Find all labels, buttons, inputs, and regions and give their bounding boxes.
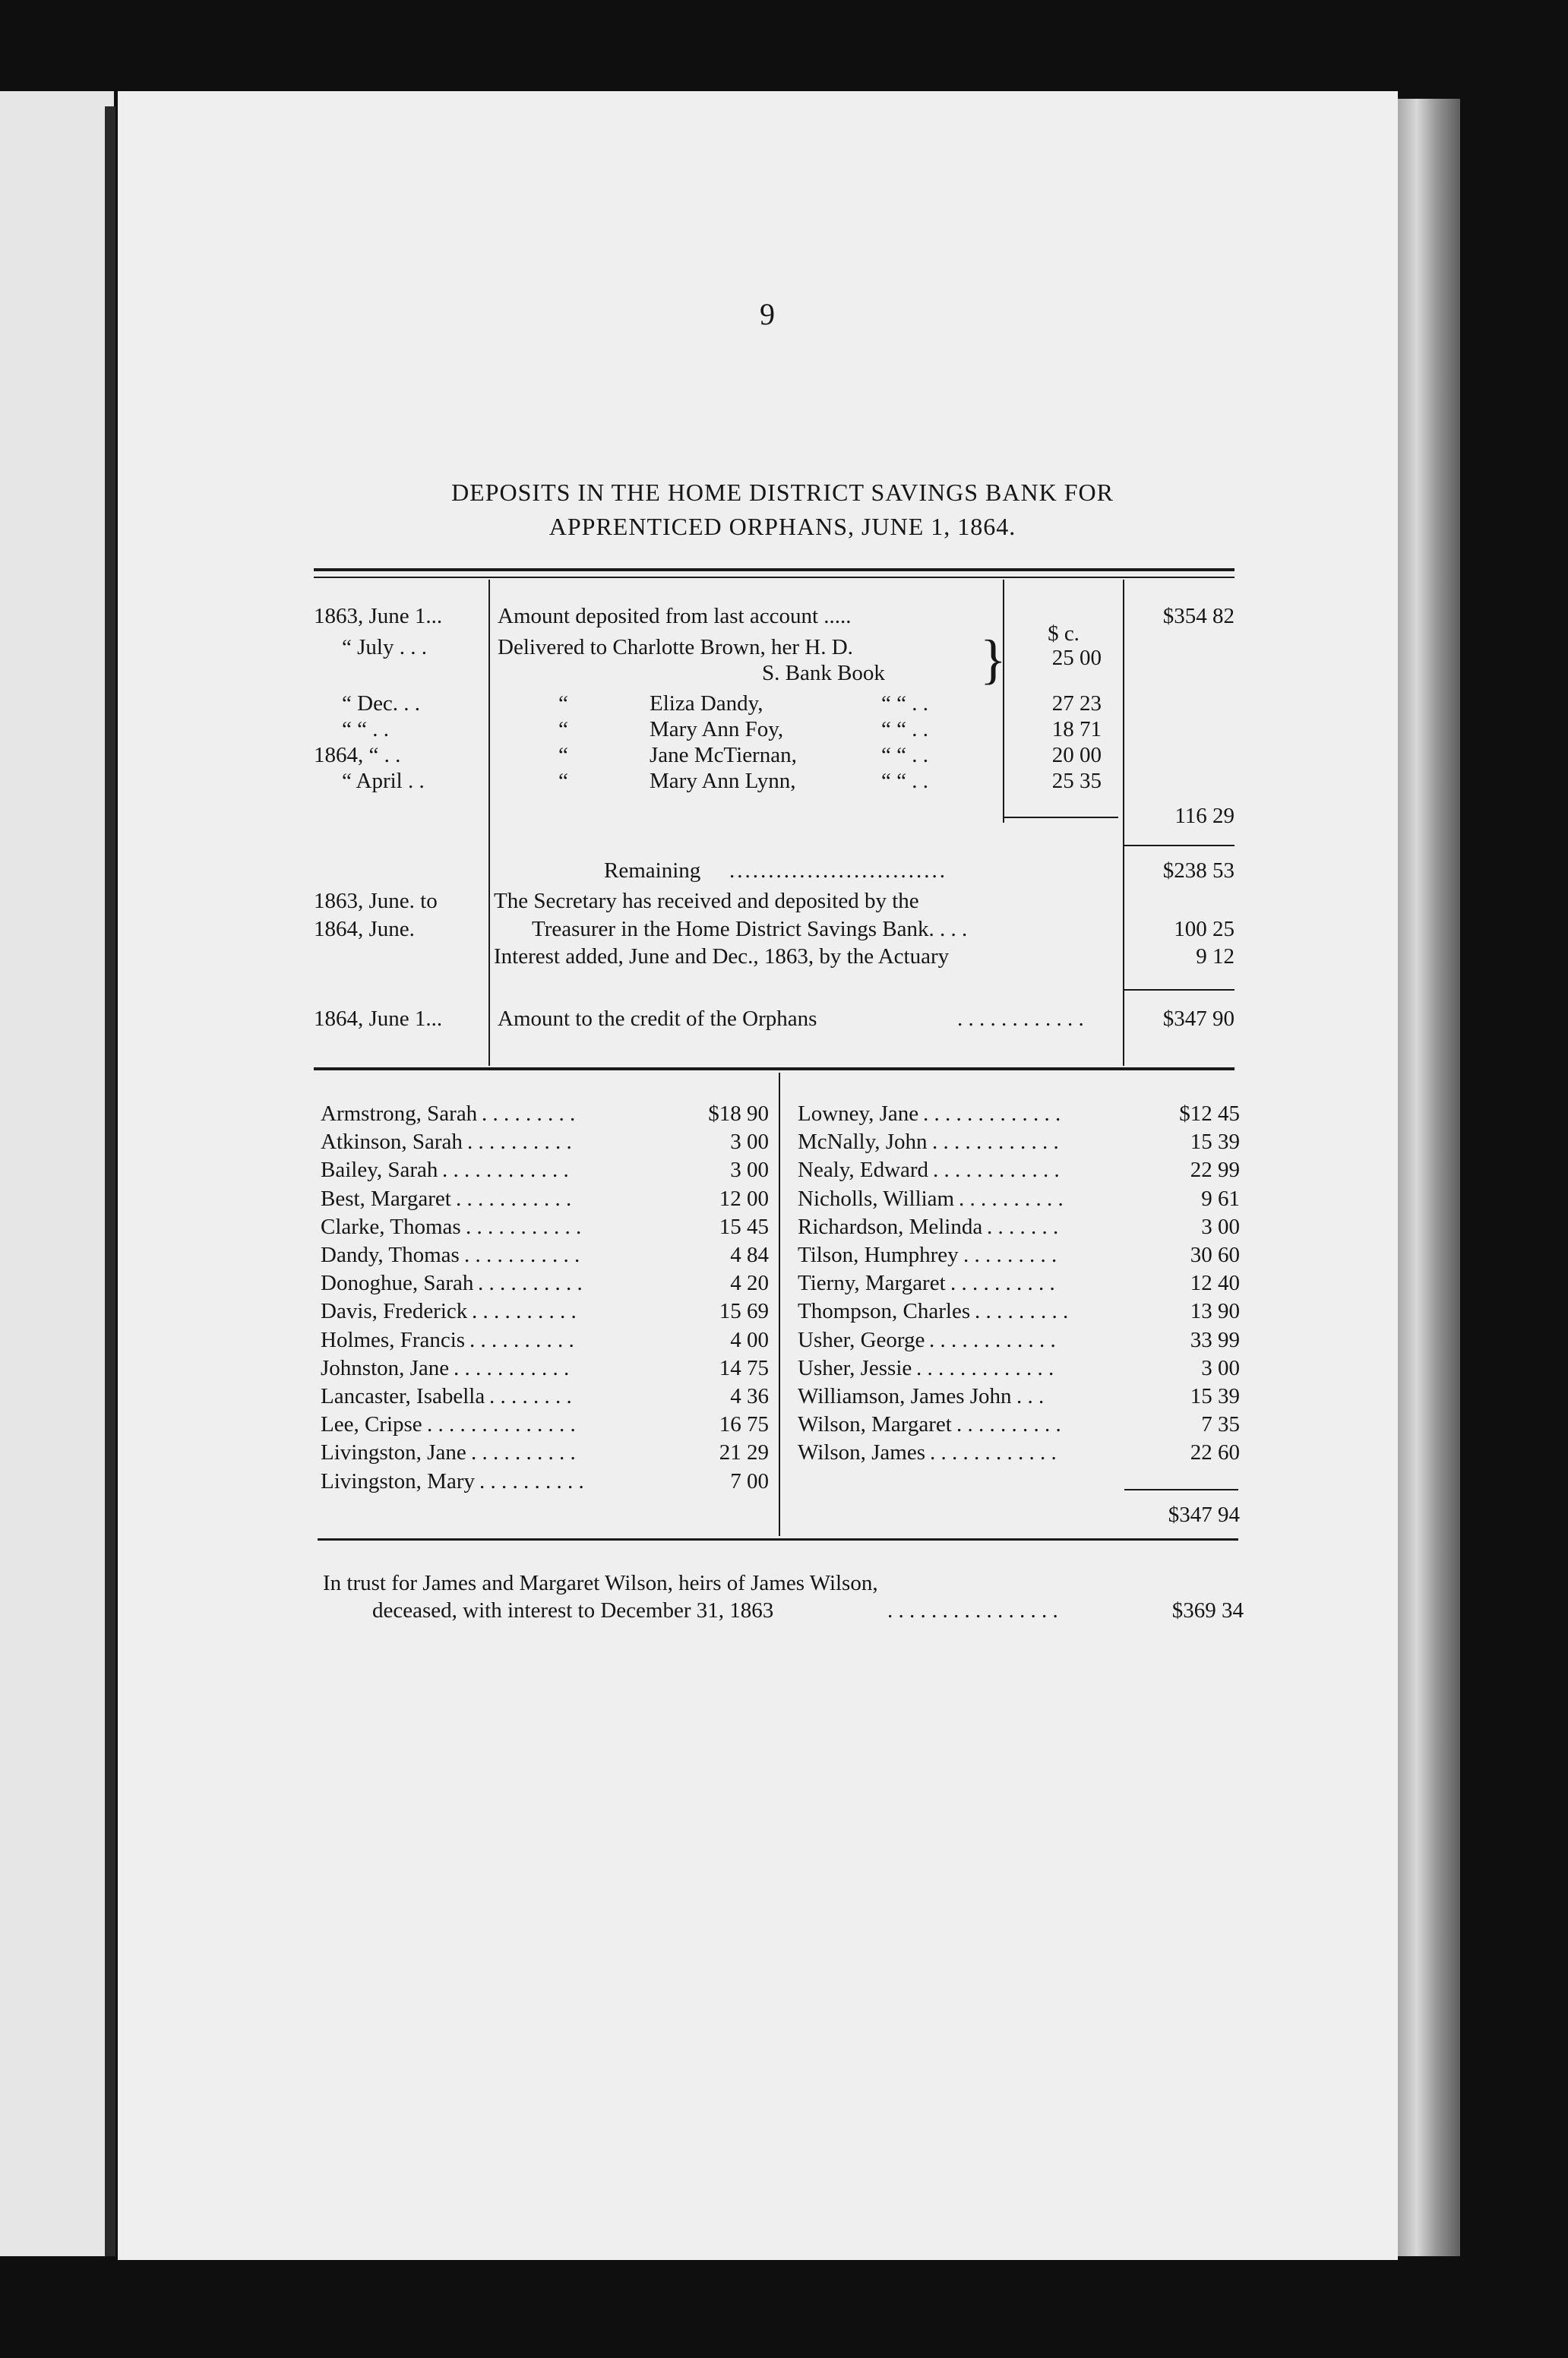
account-name: Livingston, Mary bbox=[321, 1468, 475, 1494]
account-name: Nealy, Edward bbox=[798, 1158, 929, 1183]
ledger-col-header: $ c. bbox=[1048, 621, 1080, 646]
leader-dots: . . . . . . . . . . bbox=[469, 1327, 574, 1352]
account-amount: 16 75 bbox=[719, 1412, 769, 1437]
subtotal-value: 116 29 bbox=[1174, 804, 1234, 828]
account-name: Nicholls, William bbox=[798, 1186, 955, 1211]
curly-brace: } bbox=[980, 629, 1007, 690]
account-name: Richardson, Melinda bbox=[798, 1214, 983, 1239]
ditto-mark: “ bbox=[558, 717, 568, 741]
trust-value: $369 34 bbox=[1171, 1598, 1244, 1623]
leader-dots: . . . . . . . . . . . bbox=[454, 1355, 570, 1380]
trust-dots: . . . . . . . . . . . . . . . . bbox=[887, 1598, 1058, 1623]
account-name: Clarke, Thomas bbox=[321, 1214, 461, 1239]
leader-dots: . . . . . . . . . . bbox=[950, 1271, 1055, 1296]
account-amount: 3 00 bbox=[1201, 1214, 1240, 1239]
ledger-mid-divider bbox=[1003, 580, 1004, 823]
account-name: Lancaster, Isabella bbox=[321, 1384, 485, 1408]
leader-dots: . . . . . . . . . bbox=[482, 1102, 576, 1126]
remaining-rule bbox=[1124, 845, 1234, 846]
account-amount: 7 00 bbox=[730, 1468, 769, 1494]
account-amount: 4 84 bbox=[730, 1243, 769, 1267]
secretary-date-2: 1864, June. bbox=[314, 917, 415, 941]
account-name: Armstrong, Sarah bbox=[321, 1102, 478, 1126]
account-name: Wilson, James bbox=[798, 1440, 925, 1465]
account-amount: 7 35 bbox=[1201, 1412, 1240, 1437]
ditto-marks: “ “ . . bbox=[881, 743, 928, 767]
account-amount: $12 45 bbox=[1179, 1102, 1240, 1126]
leader-dots: . . . bbox=[1016, 1384, 1045, 1408]
ledger-mid-amount: 20 00 bbox=[1051, 743, 1102, 767]
recipient-name: Eliza Dandy, bbox=[650, 691, 763, 716]
leader-dots: . . . . . . . . . . . bbox=[466, 1214, 582, 1239]
left-page-edge-area bbox=[0, 91, 114, 2256]
interest-line: Interest added, June and Dec., 1863, by the Actuary bbox=[494, 944, 950, 969]
accounts-total-rule bbox=[1124, 1489, 1238, 1490]
account-amount: 33 99 bbox=[1190, 1327, 1240, 1352]
account-amount: 12 40 bbox=[1190, 1271, 1240, 1296]
secretary-line-1: The Secretary has received and deposited by the bbox=[494, 889, 919, 913]
account-name: Davis, Frederick bbox=[321, 1299, 468, 1324]
account-name: Williamson, James John bbox=[798, 1384, 1012, 1408]
account-amount: 21 29 bbox=[719, 1440, 769, 1465]
account-name: Dandy, Thomas bbox=[321, 1243, 460, 1267]
account-name: Bailey, Sarah bbox=[321, 1158, 438, 1183]
ledger-bottom-rule bbox=[314, 1067, 1234, 1070]
account-amount: 3 00 bbox=[1201, 1355, 1240, 1380]
page-number: 9 bbox=[760, 297, 775, 331]
account-name: Best, Margaret bbox=[321, 1186, 451, 1211]
leader-dots: . . . . . . . . . . bbox=[472, 1299, 577, 1324]
remaining-dots: ............................ bbox=[729, 858, 947, 883]
credit-value: $347 90 bbox=[1162, 1007, 1234, 1031]
book-gutter bbox=[105, 106, 115, 2256]
account-name: Johnston, Jane bbox=[321, 1355, 450, 1380]
account-amount: 3 00 bbox=[730, 1158, 769, 1183]
ledger-top-rule-thin bbox=[314, 577, 1234, 578]
leader-dots: . . . . . . . . . . . bbox=[464, 1243, 580, 1267]
recipient-name: Mary Ann Foy, bbox=[650, 717, 784, 741]
secretary-line-2: Treasurer in the Home District Savings Bank. . . . bbox=[532, 917, 968, 941]
trust-line-2: deceased, with interest to December 31, 1863 bbox=[372, 1598, 774, 1623]
page-title-line-2: APPRENTICED ORPHANS, JUNE 1, 1864. bbox=[548, 513, 1016, 540]
secretary-date-1: 1863, June. to bbox=[314, 889, 438, 913]
leader-dots: . . . . . . . . . . . . bbox=[932, 1130, 1059, 1155]
leader-dots: . . . . . . . . . . . . . bbox=[923, 1102, 1061, 1126]
account-name: Lowney, Jane bbox=[798, 1102, 919, 1126]
accounts-bottom-rule bbox=[318, 1538, 1238, 1541]
ditto-mark: “ bbox=[558, 691, 568, 716]
secretary-value: 100 25 bbox=[1174, 917, 1234, 941]
credit-label: Amount to the credit of the Orphans bbox=[498, 1007, 817, 1031]
leader-dots: . . . . . . . . . . bbox=[467, 1130, 572, 1155]
leader-dots: . . . . . . . . . . bbox=[478, 1271, 583, 1296]
interest-value: 9 12 bbox=[1196, 944, 1234, 969]
account-amount: 9 61 bbox=[1201, 1186, 1240, 1211]
account-name: Lee, Cripse bbox=[321, 1412, 422, 1437]
recipient-name: Jane McTiernan, bbox=[650, 743, 797, 767]
ledger-date: “ Dec. . . bbox=[342, 691, 421, 716]
ledger-date: 1863, June 1... bbox=[314, 604, 443, 628]
account-amount: 30 60 bbox=[1190, 1243, 1240, 1267]
account-name: Livingston, Jane bbox=[321, 1440, 466, 1465]
account-amount: 3 00 bbox=[730, 1130, 769, 1155]
ditto-marks: “ “ . . bbox=[881, 691, 928, 716]
account-name: Atkinson, Sarah bbox=[321, 1130, 463, 1155]
ledger-mid-amount: 18 71 bbox=[1051, 717, 1102, 741]
account-name: Usher, Jessie bbox=[798, 1355, 912, 1380]
account-name: Thompson, Charles bbox=[798, 1299, 971, 1324]
ledger-date: “ “ . . bbox=[342, 717, 389, 741]
account-amount: 14 75 bbox=[719, 1355, 769, 1380]
account-amount: 4 00 bbox=[730, 1327, 769, 1352]
account-amount: 15 39 bbox=[1190, 1384, 1240, 1408]
trust-line-1: In trust for James and Margaret Wilson, heirs of James Wilson, bbox=[323, 1571, 878, 1595]
page-title-line-1: DEPOSITS IN THE HOME DISTRICT SAVINGS BANK FOR bbox=[451, 479, 1114, 506]
account-amount: 22 99 bbox=[1190, 1158, 1240, 1183]
account-amount: 4 20 bbox=[730, 1271, 769, 1296]
credit-rule bbox=[1124, 989, 1234, 991]
leader-dots: . . . . . . . . . . . . bbox=[442, 1158, 569, 1183]
account-name: Donoghue, Sarah bbox=[321, 1271, 474, 1296]
ledger-total-divider bbox=[1123, 580, 1124, 1066]
ditto-marks: “ “ . . bbox=[881, 717, 928, 741]
account-name: Holmes, Francis bbox=[321, 1327, 466, 1352]
account-amount: 15 39 bbox=[1190, 1130, 1240, 1155]
account-name: Tilson, Humphrey bbox=[798, 1243, 959, 1267]
leader-dots: . . . . . . . . . . . bbox=[456, 1186, 572, 1211]
ledger-date: “ July . . . bbox=[342, 635, 427, 659]
ledger-mid-amount: 25 00 bbox=[1051, 646, 1102, 670]
account-amount: 15 69 bbox=[719, 1299, 769, 1324]
leader-dots: . . . . . . . . . . . . bbox=[933, 1158, 1060, 1183]
leader-dots: . . . . . . . . . . . . bbox=[929, 1327, 1056, 1352]
account-name: Wilson, Margaret bbox=[798, 1412, 952, 1437]
credit-date: 1864, June 1... bbox=[314, 1007, 443, 1031]
account-amount: 15 45 bbox=[719, 1214, 769, 1239]
ditto-marks: “ “ . . bbox=[881, 769, 928, 793]
account-amount: 4 36 bbox=[730, 1384, 769, 1408]
account-name: Tierny, Margaret bbox=[798, 1271, 946, 1296]
leader-dots: . . . . . . . . . . . . . bbox=[916, 1355, 1054, 1380]
leader-dots: . . . . . . . . . . bbox=[471, 1440, 576, 1465]
accounts-total: $347 94 bbox=[1168, 1503, 1240, 1527]
account-amount: $18 90 bbox=[708, 1102, 769, 1126]
ledger-desc: S. Bank Book bbox=[762, 661, 885, 685]
leader-dots: . . . . . . . . . . . . bbox=[930, 1440, 1057, 1465]
remaining-value: $238 53 bbox=[1162, 858, 1234, 883]
leader-dots: . . . . . . . . . bbox=[975, 1299, 1069, 1324]
leader-dots: . . . . . . . . bbox=[489, 1384, 572, 1408]
ledger-total: $354 82 bbox=[1162, 604, 1234, 628]
account-name: McNally, John bbox=[798, 1130, 928, 1155]
ledger-date: “ April . . bbox=[342, 769, 425, 793]
ledger-mid-amount: 27 23 bbox=[1051, 691, 1102, 716]
account-name: Usher, George bbox=[798, 1327, 925, 1352]
leader-dots: . . . . . . . . . . bbox=[959, 1186, 1064, 1211]
leader-dots: . . . . . . . . . . bbox=[956, 1412, 1061, 1437]
account-amount: 12 00 bbox=[719, 1186, 769, 1211]
accounts-divider bbox=[779, 1073, 780, 1536]
credit-dots: . . . . . . . . . . . . bbox=[957, 1007, 1084, 1031]
leader-dots: . . . . . . . bbox=[987, 1214, 1059, 1239]
ledger-desc: Delivered to Charlotte Brown, her H. D. bbox=[498, 635, 853, 659]
ledger-top-rule bbox=[314, 568, 1234, 571]
account-amount: 13 90 bbox=[1190, 1299, 1240, 1324]
leader-dots: . . . . . . . . . . bbox=[479, 1468, 584, 1494]
ledger-date-divider bbox=[488, 580, 490, 1066]
page-stack-edge bbox=[1398, 99, 1460, 2256]
ditto-mark: “ bbox=[558, 769, 568, 793]
ledger-desc: Amount deposited from last account ..... bbox=[498, 604, 852, 628]
account-amount: 22 60 bbox=[1190, 1440, 1240, 1465]
ledger-date: 1864, “ . . bbox=[314, 743, 401, 767]
ditto-mark: “ bbox=[558, 743, 568, 767]
leader-dots: . . . . . . . . . . . . . . bbox=[427, 1412, 576, 1437]
ledger-mid-amount: 25 35 bbox=[1051, 769, 1102, 793]
leader-dots: . . . . . . . . . bbox=[963, 1243, 1057, 1267]
recipient-name: Mary Ann Lynn, bbox=[650, 769, 796, 793]
remaining-label: Remaining bbox=[604, 858, 701, 883]
subtotal-rule bbox=[1004, 817, 1118, 818]
